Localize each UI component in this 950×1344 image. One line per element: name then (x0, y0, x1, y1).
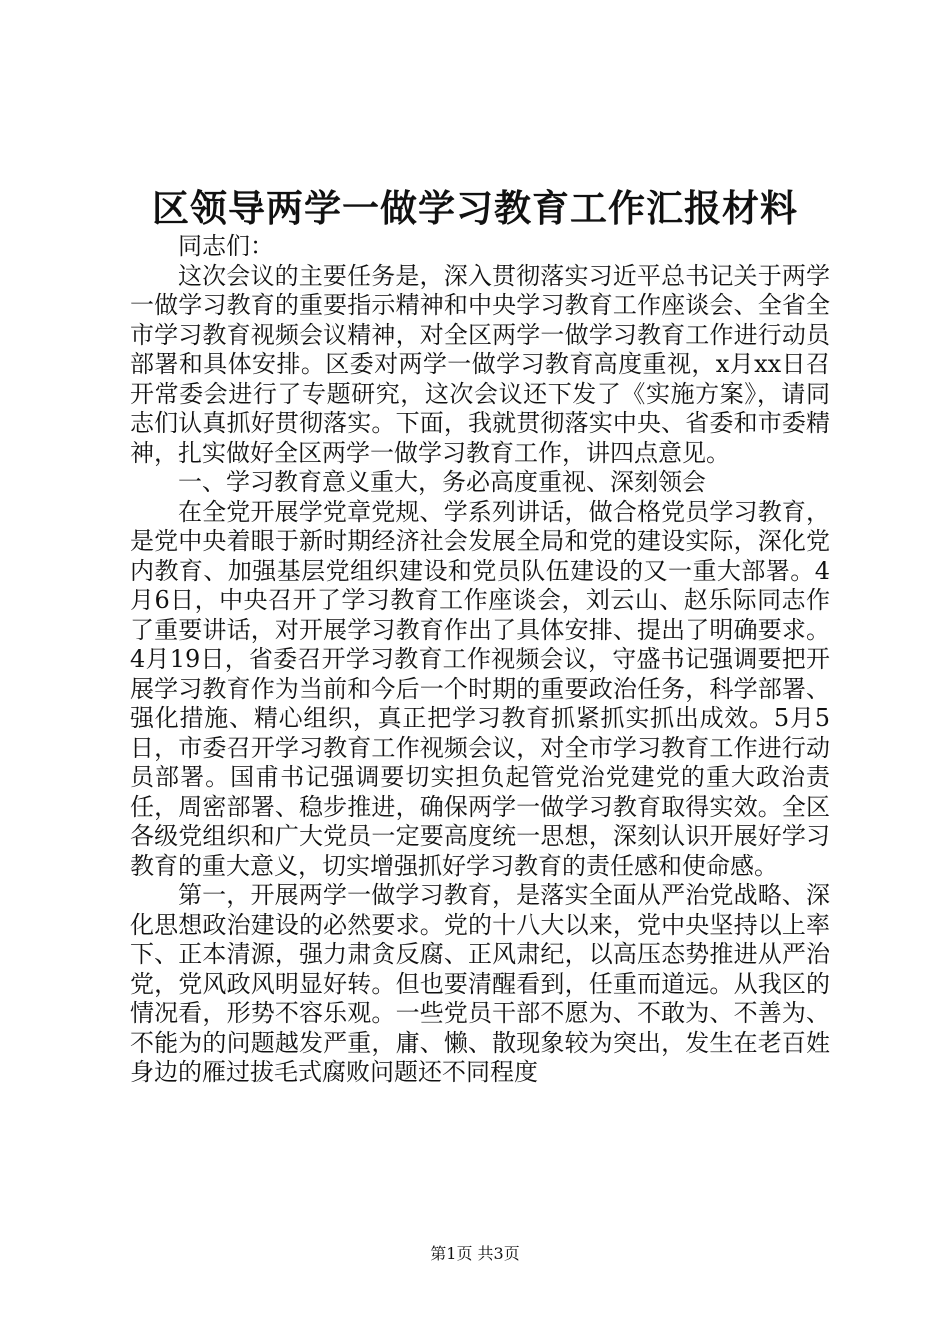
document-body (130, 232, 830, 1088)
body-paragraph: 第一，开展两学一做学习教育，是落实全面从严治党战略、深化思想政治建设的必然要求。党的十八大以来，党中央坚持以上率下、正本清源，强力肃贪反腐、正风肃纪，以高压态势推进从严治党，党风政风明显好转。但也要清醒看到，任重而道远。从我区的情况看，形势不容乐观。一些党员干部不愿为、不敢为、不善为、不能为的问题越发严重，庸、懒、散现象较为突出，发生在老百姓身边的雁过拔毛式腐败问题还不同程度 (130, 881, 830, 1086)
intro-paragraph: 这次会议的主要任务是，深入贯彻落实习近平总书记关于两学一做学习教育的重要指示精神和中央学习教育工作座谈会、全省全市学习教育视频会议精神，对全区两学一做学习教育工作进行动员部署和具体安排。区委对两学一做学习教育高度重视，x月xx日召开常委会进行了专题研究，这次会议还下发了《实施方案》，请同志们认真抓好贯彻落实。下面，我就贯彻落实中央、省委和市委精神，扎实做好全区两学一做学习教育工作，讲四点意见。 (130, 261, 830, 467)
document-title: 区领导两学一做学习教育工作汇报材料 (152, 186, 798, 230)
page-footer: 第1页 共3页 (430, 1244, 520, 1263)
section-heading: 一、学习教育意义重大，务必高度重视、深刻领会 (178, 468, 706, 496)
body-paragraph: 在全党开展学党章党规、学系列讲话，做合格党员学习教育，是党中央着眼于新时期经济社会发展全局和党的建设实际，深化党内教育、加强基层党组织建设和党员队伍建设的又一重大部署。4月6日，中央召开了学习教育工作座谈会，刘云山、赵乐际同志作了重要讲话，对开展学习教育作出了具体安排、提出了明确要求。4月19日，省委召开学习教育工作视频会议，守盛书记强调要把开展学习教育作为当前和今后一个时期的重要政治任务，科学部署、强化措施、精心组织，真正把学习教育抓紧抓实抓出成效。5月5日，市委召开学习教育工作视频会议，对全市学习教育工作进行动员部署。国甫书记强调要切实担负起管党治党建党的重大政治责任，周密部署、稳步推进，确保两学一做学习教育取得实效。全区各级党组织和广大党员一定要高度统一思想，深刻认识开展好学习教育的重大意义，切实增强抓好学习教育的责任感和使命感。 (130, 497, 830, 880)
salutation-paragraph: 同志们： (178, 232, 274, 260)
